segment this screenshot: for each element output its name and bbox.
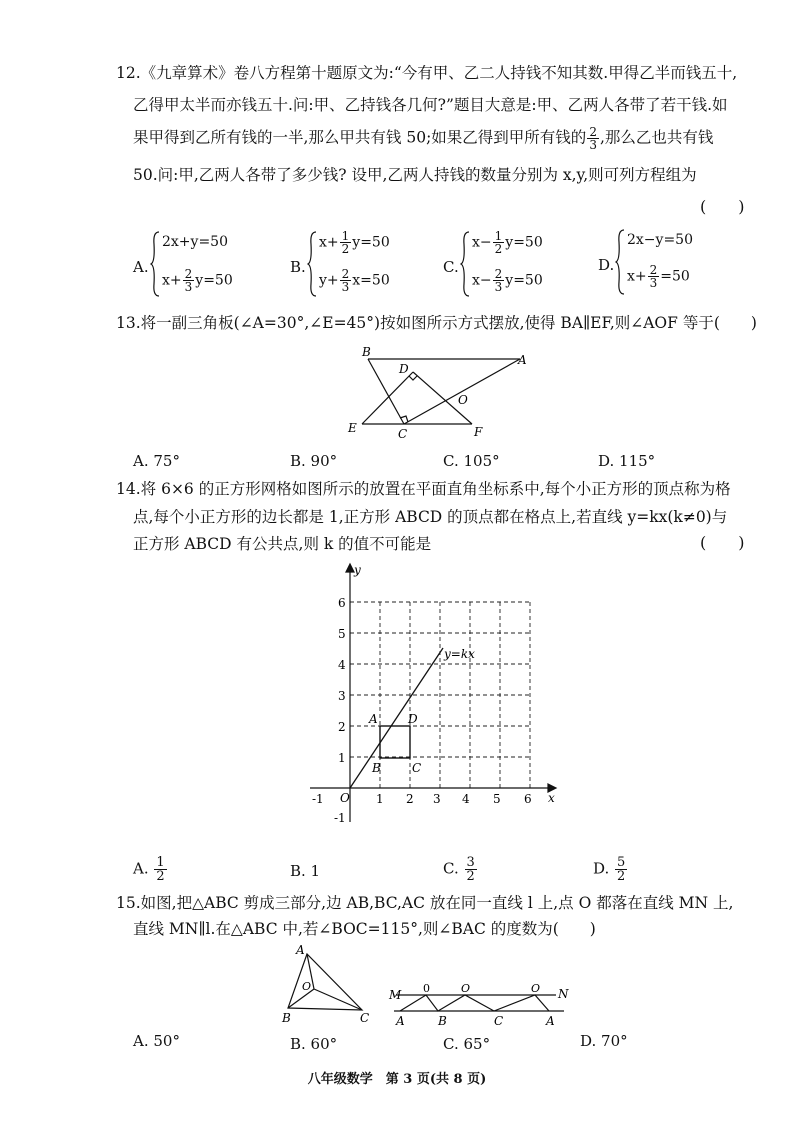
label-e: E — [348, 421, 357, 435]
x-tick: 4 — [462, 792, 470, 806]
square-abcd — [380, 726, 410, 758]
line-label: y=kx — [444, 647, 475, 661]
q15-figure-1 — [280, 942, 370, 1026]
label-o-1: 0 — [423, 982, 430, 995]
q14-option-b: B. 1 — [290, 862, 321, 880]
label-b: B — [438, 1014, 447, 1028]
label-a: A — [296, 943, 305, 957]
page-footer: 八年级数学 第 3 页(共 8 页) — [307, 1072, 487, 1087]
folded-parts — [400, 995, 549, 1011]
label-a: A — [518, 353, 527, 367]
q14-option-d: D. $\frac{5}{2}$ — [593, 855, 626, 884]
q15-option-d: D. 70° — [580, 1032, 628, 1050]
line-ca — [404, 359, 520, 424]
q15-figure-2 — [386, 978, 586, 1030]
q12-line-3: 果甲得到乙所有钱的一半,那么甲共有钱 50;如果乙得到甲所有钱的 $\frac{2}{3}$ ,那么乙也共有钱 — [133, 125, 714, 152]
point-label-d: D — [408, 712, 418, 726]
label-d: D — [399, 362, 409, 376]
line-y-kx — [350, 648, 443, 788]
brace-icon — [150, 230, 160, 298]
q15-line-1: 15.如图,把△ABC 剪成三部分,边 AB,BC,AC 放在同一直线 l 上,点 O 都落在直线 MN 上, — [116, 894, 734, 912]
q15-line-2: 直线 MN∥l.在△ABC 中,若∠BOC=115°,则∠BAC 的度数为( ) — [133, 920, 596, 938]
label-o-2: O — [461, 982, 471, 995]
label-m: M — [389, 988, 402, 1002]
q13-option-d: D. 115° — [598, 452, 656, 470]
y-tick: 2 — [338, 720, 346, 734]
fraction: $\frac{2}{3}$ — [589, 125, 597, 152]
brace-icon — [307, 230, 317, 298]
y-tick: 6 — [338, 596, 346, 610]
origin-label: O — [340, 791, 350, 805]
triangle-abc — [288, 954, 362, 1010]
y-tick: 4 — [338, 658, 346, 672]
point-label-b: B — [372, 761, 381, 775]
q14-graph — [300, 560, 570, 830]
line-co — [314, 989, 362, 1010]
x-tick: 1 — [376, 792, 384, 806]
q12-line-1: 12.《九章算术》卷八方程第十题原文为:“今有甲、乙二人持钱不知其数.甲得乙半而钱五十, — [116, 64, 738, 82]
q12-option-a-label: A. — [133, 258, 149, 276]
q12-option-d-system: 2x−y=50 x+ $\frac{2}{3}$ =50 — [615, 228, 755, 298]
point-label-c: C — [412, 761, 422, 775]
label-f: F — [474, 425, 483, 439]
q14-line-2: 点,每个小正方形的边长都是 1,正方形 ABCD 的顶点都在格点上,若直线 y=kx(k≠0)与 — [133, 508, 728, 526]
label-n: N — [558, 987, 569, 1001]
q12-option-d-label: D. — [598, 256, 615, 274]
q15-option-c: C. 65° — [443, 1035, 491, 1053]
q14-option-c: C. $\frac{3}{2}$ — [443, 855, 475, 884]
q12-line-2: 乙得甲太半而亦钱五十.问:甲、乙持钱各几何?”题目大意是:甲、乙两人各带了若干钱.如 — [133, 96, 728, 114]
x-tick: 6 — [524, 792, 532, 806]
q15-option-a: A. 50° — [133, 1032, 180, 1050]
q12-option-c-system: x− $\frac{1}{2}$ y=50 x− $\frac{2}{3}$ y=50 — [460, 230, 600, 300]
label-o-3: O — [531, 982, 541, 995]
y-axis-label: y — [354, 563, 361, 577]
q12-option-a-system: 2x+y=50 x+ $\frac{2}{3}$ y=50 — [150, 230, 290, 300]
q13-line-1: 13.将一副三角板(∠A=30°,∠E=45°)按如图所示方式摆放,使得 BA∥EF,则∠AOF 等于( ) — [116, 314, 757, 332]
label-o: O — [302, 980, 312, 993]
answer-paren: ( ) — [700, 197, 745, 216]
y-tick: 5 — [338, 627, 346, 641]
y-tick: 1 — [338, 751, 346, 765]
label-c: C — [360, 1011, 370, 1025]
q13-option-a: A. 75° — [133, 452, 180, 470]
x-tick: 2 — [406, 792, 414, 806]
q15-option-b: B. 60° — [290, 1035, 338, 1053]
point-label-a: A — [369, 712, 378, 726]
q14-line-3: 正方形 ABCD 有公共点,则 k 的值不可能是 — [133, 535, 432, 553]
label-a-right: A — [546, 1014, 555, 1028]
q13-option-c: C. 105° — [443, 452, 500, 470]
right-angle-mark-d — [409, 376, 417, 380]
answer-paren: ( ) — [700, 533, 745, 552]
q14-option-a: A. $\frac{1}{2}$ — [133, 855, 165, 884]
label-o: O — [458, 393, 468, 407]
label-c: C — [494, 1014, 504, 1028]
q12-option-b-label: B. — [290, 258, 306, 276]
x-tick: -1 — [312, 792, 324, 806]
q12-line-4: 50.问:甲,乙两人各带了多少钱? 设甲,乙两人持钱的数量分别为 x,y,则可列方程组为 — [133, 166, 697, 184]
brace-icon — [615, 228, 625, 296]
x-tick: 5 — [493, 792, 501, 806]
label-c: C — [398, 427, 408, 441]
label-b: B — [362, 345, 371, 359]
q14-line-1: 14.将 6×6 的正方形网格如图所示的放置在平面直角坐标系中,每个小正方形的顶点称为格 — [116, 480, 731, 498]
brace-icon — [460, 230, 470, 298]
q13-figure — [340, 342, 540, 442]
y-axis-arrow-icon — [346, 564, 354, 572]
x-tick: 3 — [433, 792, 441, 806]
q13-option-b: B. 90° — [290, 452, 338, 470]
y-tick: -1 — [334, 811, 346, 825]
q12-option-c-label: C. — [443, 258, 459, 276]
label-a-left: A — [396, 1014, 405, 1028]
q12-option-b-system: x+ $\frac{1}{2}$ y=50 y+ $\frac{2}{3}$ x=50 — [307, 230, 447, 300]
label-b: B — [282, 1011, 291, 1025]
x-axis-label: x — [548, 791, 555, 805]
y-tick: 3 — [338, 689, 346, 703]
